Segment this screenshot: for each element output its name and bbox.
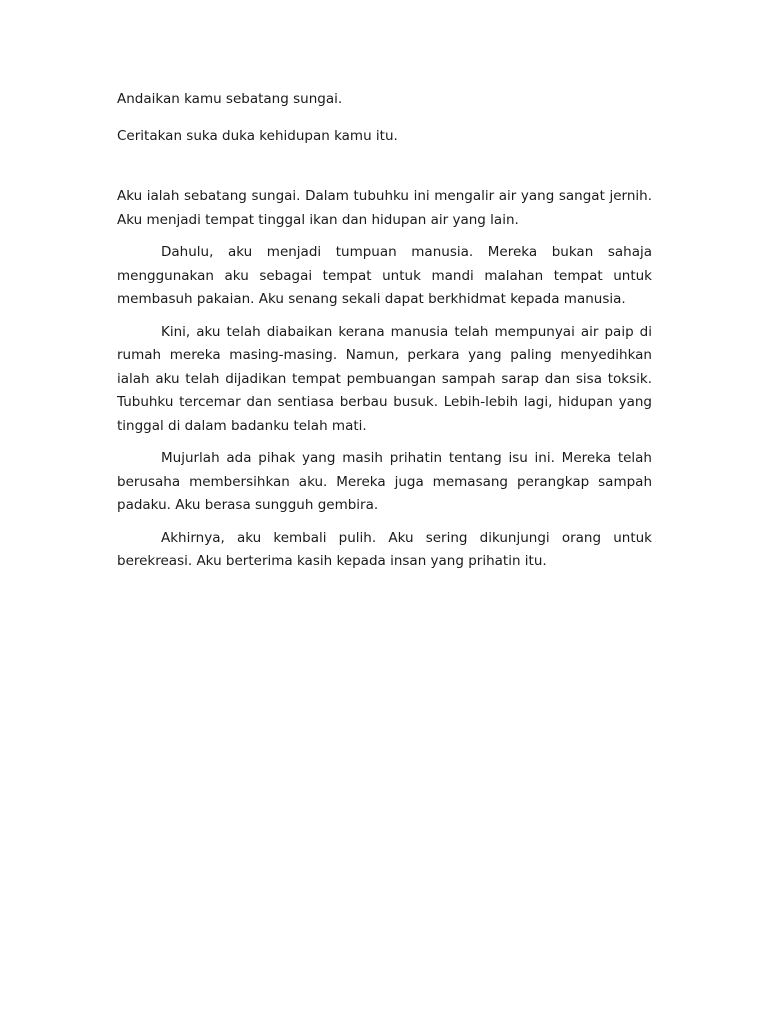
document-content: [117, 88, 652, 583]
essay-paragraph-5: Akhirnya, aku kembali pulih. Aku sering dikunjungi orang untuk berekreasi. Aku berterima kasih kepada insan yang prihatin itu.: [117, 529, 652, 569]
essay-paragraph-1: Aku ialah sebatang sungai. Dalam tubuhku ini mengalir air yang sangat jernih. Aku menjadi tempat tinggal ikan dan hidupan air yang lain.: [117, 188, 652, 228]
essay-body: [117, 185, 652, 574]
essay-paragraph-3: Kini, aku telah diabaikan kerana manusia telah mempunyai air paip di rumah mereka masing-masing. Namun, perkara yang paling menyedihkan ialah aku telah dijadikan tempat pembuangan sampah sarap dan sisa toksik. Tubuhku tercemar dan sentiasa berbau busuk. Lebih-lebih lagi, hidupan yang tinggal di dalam badanku telah mati.: [117, 323, 652, 434]
prompt-line-2: Ceritakan suka duka kehidupan kamu itu.: [117, 127, 398, 144]
essay-paragraph-2: Dahulu, aku menjadi tumpuan manusia. Mereka bukan sahaja menggunakan aku sebagai tempat untuk mandi malahan tempat untuk membasuh pakaian. Aku senang sekali dapat berkhidmat kepada manusia.: [117, 244, 652, 307]
prompt-line-1: Andaikan kamu sebatang sungai.: [117, 91, 343, 107]
essay-paragraph-4: Mujurlah ada pihak yang masih prihatin tentang isu ini. Mereka telah berusaha membersihkan aku. Mereka juga memasang perangkap sampah padaku. Aku berasa sungguh gembira.: [117, 450, 652, 513]
